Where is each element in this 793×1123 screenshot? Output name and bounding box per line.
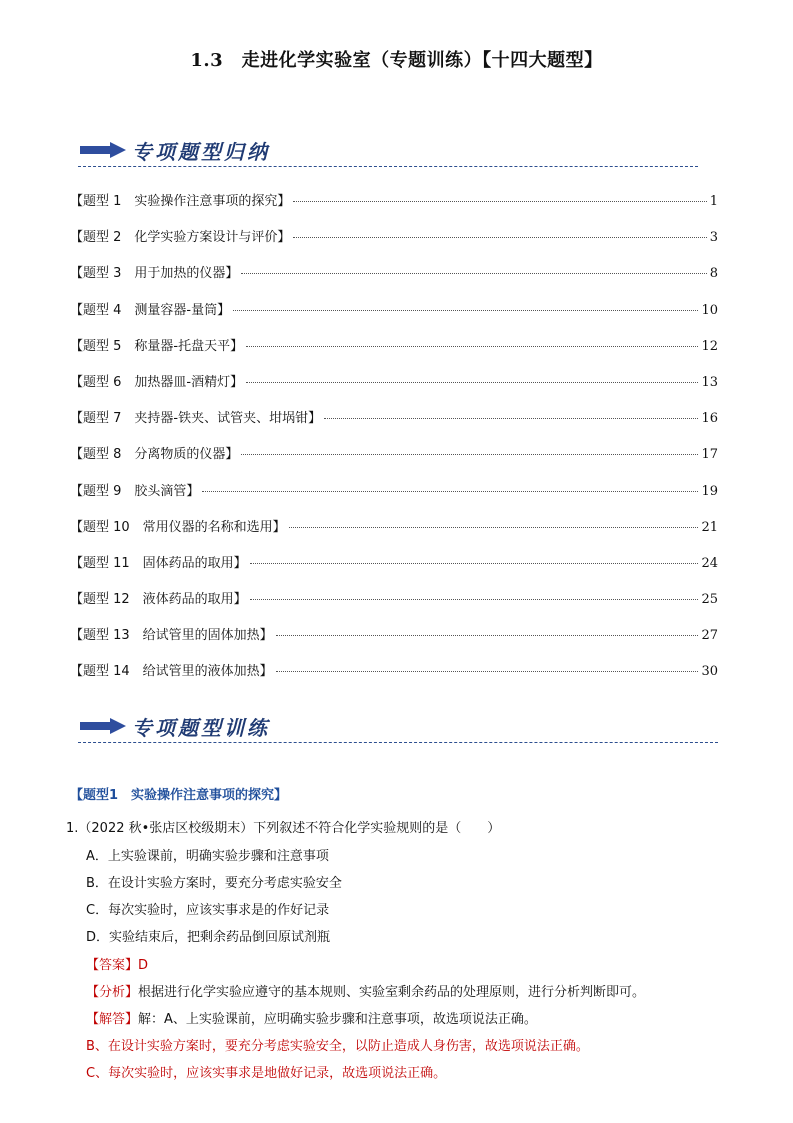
section-divider [78,742,718,743]
toc-entry[interactable] [70,407,718,443]
toc-entry[interactable] [70,335,718,371]
toc-entry-page: 17 [701,447,718,463]
toc-entry[interactable] [70,588,718,624]
toc-entry-page: 30 [701,664,718,680]
toc-entry[interactable] [70,624,718,660]
toc-entry-label: 【题型 3 用于加热的仪器】 [70,266,239,282]
toc-entry[interactable] [70,190,718,226]
toc-entry-label: 【题型 2 化学实验方案设计与评价】 [70,230,291,246]
toc-entry[interactable] [70,262,718,298]
toc-entry-page: 12 [701,338,718,354]
solution-line-2: B、在设计实验方案时，要充分考虑实验安全，以防止造成人身伤害，故选项说法正确。 [86,1039,589,1054]
toc-entry-label: 【题型 10 常用仪器的名称和选用】 [70,519,286,535]
option-c: C．每次实验时，应该实事求是的作好记录 [86,903,330,918]
toc-entry-page: 13 [701,374,718,390]
toc-entry[interactable] [70,660,718,696]
toc-leader-dots [276,635,699,636]
toc-entry-label: 【题型 4 测量容器-量筒】 [70,302,231,318]
toc-leader-dots [324,418,698,419]
question-type-heading: 【题型1 实验操作注意事项的探究】 [70,788,288,803]
toc-leader-dots [246,346,698,347]
toc-leader-dots [202,491,698,492]
toc-entry-page: 27 [701,628,718,644]
toc-entry-label: 【题型 14 给试管里的液体加热】 [70,664,273,680]
solution-text: 解：A、上实验课前，应明确实验步骤和注意事项，故选项说法正确。 [138,1012,537,1027]
right-arrow-icon [80,142,126,158]
toc-leader-dots [250,563,699,564]
page-title: 1.3 走进化学实验室（专题训练）【十四大题型】 [190,50,603,71]
toc-entry-page: 25 [701,592,718,608]
toc-entry[interactable] [70,299,718,335]
solution-line-3: C、每次实验时，应该实事求是地做好记录，故选项说法正确。 [86,1066,447,1081]
toc-entry-label: 【题型 5 称量器-托盘天平】 [70,338,244,354]
toc-entry[interactable] [70,226,718,262]
toc-entry[interactable] [70,516,718,552]
solution-line-1 [86,1011,537,1029]
toc-entry-label: 【题型 8 分离物质的仪器】 [70,447,239,463]
section-label: 专项题型训练 [132,716,270,740]
toc-entry[interactable] [70,371,718,407]
answer-tag: 【答案】 [86,958,139,973]
toc-entry-label: 【题型 11 固体药品的取用】 [70,555,247,571]
toc-entry-label: 【题型 1 实验操作注意事项的探究】 [70,194,291,209]
toc-entry-label: 【题型 7 夹持器-铁夹、试管夹、坩埚钳】 [70,411,322,427]
answer-line [86,957,148,975]
toc-leader-dots [276,671,699,672]
toc-leader-dots [241,273,706,274]
toc-leader-dots [246,382,698,383]
toc-leader-dots [241,454,698,455]
toc-leader-dots [293,201,706,202]
section-divider [78,166,698,167]
toc-entry[interactable] [70,480,718,516]
solution-tag: 【解答】 [86,1012,139,1027]
option-a: A．上实验课前，明确实验步骤和注意事项 [86,849,329,864]
section-header-summary [78,134,698,174]
toc-entry-label: 【题型 9 胶头滴管】 [70,483,200,499]
right-arrow-icon [80,718,126,734]
toc-leader-dots [289,527,699,528]
toc-entry-page: 16 [701,411,718,427]
toc-entry-label: 【题型 12 液体药品的取用】 [70,592,247,608]
analysis-text: 根据进行化学实验应遵守的基本规则、实验室剩余药品的处理原则，进行分析判断即可。 [138,985,646,1000]
toc-entry-page: 3 [709,230,718,246]
toc-entry-label: 【题型 13 给试管里的固体加热】 [70,628,273,644]
toc-entry-page: 24 [701,555,718,571]
table-of-contents [70,190,718,697]
toc-entry-page: 8 [709,266,718,282]
toc-leader-dots [233,310,698,311]
option-b: B．在设计实验方案时，要充分考虑实验安全 [86,876,342,891]
option-d: D．实验结束后，把剩余药品倒回原试剂瓶 [86,930,331,945]
analysis-line [86,984,645,1002]
question-stem: 1.（2022 秋•张店区校级期末）下列叙述不符合化学实验规则的是（ ） [66,821,501,836]
toc-entry[interactable] [70,552,718,588]
toc-entry-page: 19 [701,483,718,499]
toc-leader-dots [250,599,699,600]
toc-leader-dots [293,237,706,238]
toc-entry-label: 【题型 6 加热器皿-酒精灯】 [70,374,244,390]
toc-entry-page: 21 [701,519,718,535]
section-label: 专项题型归纳 [132,140,270,164]
toc-entry[interactable] [70,443,718,479]
answer-value: D [138,958,149,973]
toc-entry-page: 1 [709,194,718,209]
section-header-training [78,710,718,750]
toc-entry-page: 10 [701,302,718,318]
analysis-tag: 【分析】 [86,985,139,1000]
